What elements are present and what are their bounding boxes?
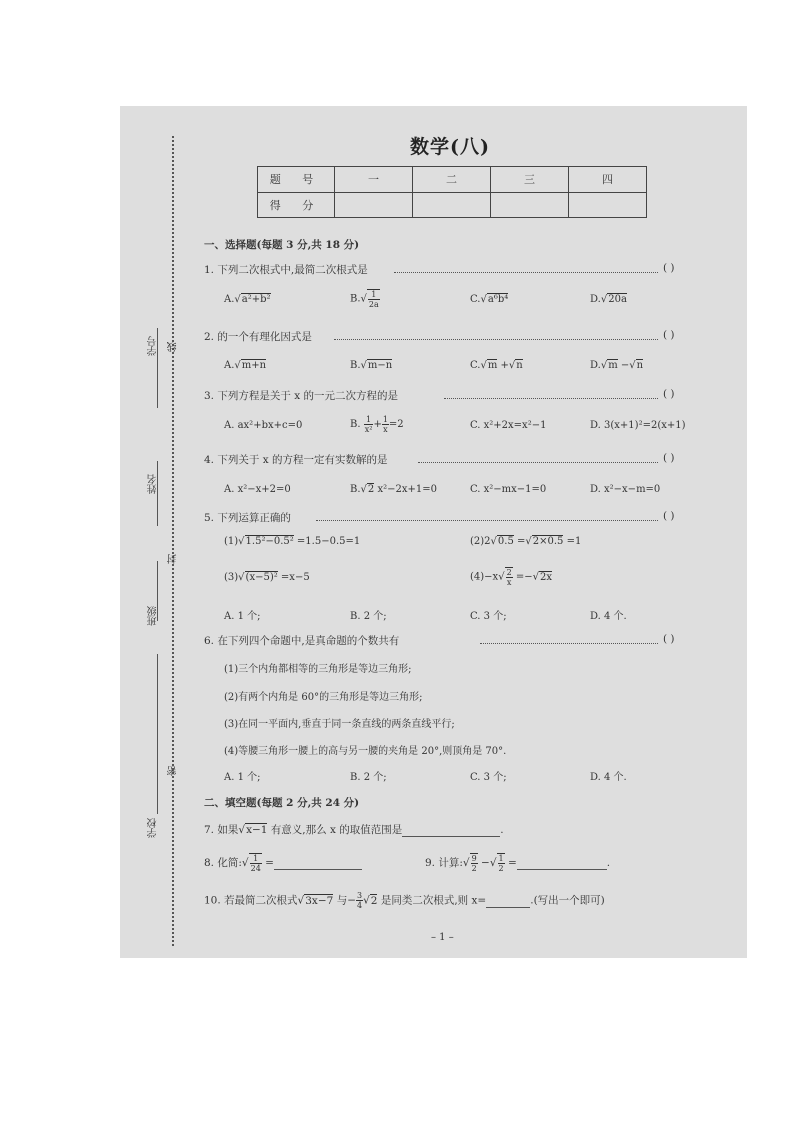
- leader-dots: [394, 272, 658, 273]
- q4-option-c: C. x²−mx−1=0: [470, 484, 547, 495]
- leader-dots: [480, 643, 658, 644]
- q5-option-d: D. 4 个.: [590, 611, 627, 622]
- answer-paren[interactable]: ( ): [663, 262, 675, 274]
- q6-proposition-1: (1)三个内角都相等的三角形是等边三角形;: [224, 664, 412, 675]
- score-cell[interactable]: [491, 192, 569, 218]
- q2-option-b: B.√m−n: [350, 360, 393, 371]
- q4-stem: 4. 下列关于 x 的方程一定有实数解的是: [204, 454, 388, 466]
- q1-option-d: D.√20a: [590, 294, 627, 305]
- answer-paren[interactable]: ( ): [663, 329, 675, 341]
- binding-strip: [120, 106, 200, 958]
- q5-option-b: B. 2 个;: [350, 611, 387, 622]
- class-label: 班级: [148, 606, 159, 626]
- section2-heading: 二、填空题(每题 2 分,共 24 分): [204, 797, 360, 809]
- q4-option-a: A. x²−x+2=0: [224, 484, 291, 495]
- leader-dots: [444, 398, 658, 399]
- q6-proposition-2: (2)有两个内角是 60°的三角形是等边三角形;: [224, 692, 423, 703]
- q1-stem: 1. 下列二次根式中,最简二次根式是: [204, 264, 368, 276]
- q6-option-d: D. 4 个.: [590, 772, 627, 783]
- score-cell[interactable]: [569, 192, 647, 218]
- score-header-label: 题 号: [258, 167, 335, 193]
- q3-option-d: D. 3(x+1)²=2(x+1): [590, 420, 686, 431]
- answer-paren[interactable]: ( ): [663, 510, 675, 522]
- q5-statement-1: (1)√1.5²−0.5² =1.5−0.5=1: [224, 536, 361, 547]
- q8: 8. 化简:√ $\frac{1}{24}$ =: [204, 853, 362, 873]
- q7-answer-blank[interactable]: [402, 824, 500, 837]
- school-label: 学校: [148, 818, 159, 838]
- q9: 9. 计算:√ $\frac{9}{2}$ −√ $\frac{1}{2}$ = .: [425, 854, 611, 873]
- q3-stem: 3. 下列方程是关于 x 的一元二次方程的是: [204, 390, 398, 402]
- q10-answer-blank[interactable]: [486, 895, 530, 908]
- q5-statement-2: (2)2√0.5 =√2×0.5 =1: [470, 536, 582, 547]
- score-row-label: 得 分: [258, 192, 335, 218]
- q2-stem: 2. 的一个有理化因式是: [204, 331, 312, 343]
- leader-dots: [418, 462, 658, 463]
- leader-dots: [334, 339, 658, 340]
- q5-statement-3: (3)√(x−5)² =x−5: [224, 572, 310, 583]
- q7: 7. 如果√x−1 有意义,那么 x 的取值范围是 .: [204, 824, 504, 836]
- q10: 10. 若最简二次根式√3x−7 与− $\frac{3}{4}$ √2 是同类二次根式,则 x= .(写出一个即可): [204, 891, 605, 910]
- section1-heading: 一、选择题(每题 3 分,共 18 分): [204, 239, 360, 251]
- q6-proposition-4: (4)等腰三角形一腰上的高与另一腰的夹角是 20°,则顶角是 70°.: [224, 746, 507, 757]
- score-cell[interactable]: [335, 192, 413, 218]
- q2-option-a: A.√m+n: [224, 360, 267, 371]
- page-title: 数学(八): [410, 136, 490, 158]
- q3-option-a: A. ax²+bx+c=0: [224, 420, 303, 431]
- score-table: [257, 166, 647, 218]
- score-header-1: 一: [335, 167, 413, 193]
- q5-option-a: A. 1 个;: [224, 611, 261, 622]
- exam-paper: [120, 106, 747, 958]
- page-number: – 1 –: [431, 932, 454, 943]
- binding-dotted-line: [172, 136, 174, 946]
- q4-option-d: D. x²−x−m=0: [590, 484, 661, 495]
- q5-option-c: C. 3 个;: [470, 611, 507, 622]
- score-header-4: 四: [569, 167, 647, 193]
- score-cell[interactable]: [413, 192, 491, 218]
- score-header-3: 三: [491, 167, 569, 193]
- q2-option-d: D.√m −√n: [590, 360, 644, 371]
- q5-statement-4: (4)−x√ $\frac{2}{x}$ =−√2x: [470, 568, 552, 587]
- q6-proposition-3: (3)在同一平面内,垂直于同一条直线的两条直线平行;: [224, 719, 455, 730]
- q6-option-b: B. 2 个;: [350, 772, 387, 783]
- q3-option-b: B. $\frac{1}{\text{x²}}$ + $\frac{1}{x}$ =2: [350, 415, 404, 434]
- q1-option-c: C.√a⁶b⁴: [470, 294, 509, 305]
- q1-option-a: A.√a²+b²: [224, 294, 271, 305]
- q8-answer-blank[interactable]: [274, 857, 362, 870]
- q9-answer-blank[interactable]: [517, 857, 607, 870]
- q6-option-a: A. 1 个;: [224, 772, 261, 783]
- q3-option-c: C. x²+2x=x²−1: [470, 420, 547, 431]
- q4-option-b: B.√2 x²−2x+1=0: [350, 484, 437, 495]
- seal-char-mi: 密: [168, 766, 179, 776]
- q6-stem: 6. 在下列四个命题中,是真命题的个数共有: [204, 635, 400, 647]
- name-label: 姓名: [148, 474, 159, 494]
- q6-option-c: C. 3 个;: [470, 772, 507, 783]
- q1-option-b: B.√ $\frac{1}{2a}$: [350, 290, 379, 309]
- student-id-label: 学号: [148, 336, 159, 356]
- leader-dots: [316, 520, 658, 521]
- seal-char-xian: 线: [168, 342, 179, 352]
- answer-paren[interactable]: ( ): [663, 452, 675, 464]
- seal-char-feng: 封: [168, 554, 179, 564]
- q2-option-c: C.√m +√n: [470, 360, 523, 371]
- school-line: [157, 654, 158, 814]
- q5-stem: 5. 下列运算正确的: [204, 512, 291, 524]
- answer-paren[interactable]: ( ): [663, 388, 675, 400]
- answer-paren[interactable]: ( ): [663, 633, 675, 645]
- score-header-2: 二: [413, 167, 491, 193]
